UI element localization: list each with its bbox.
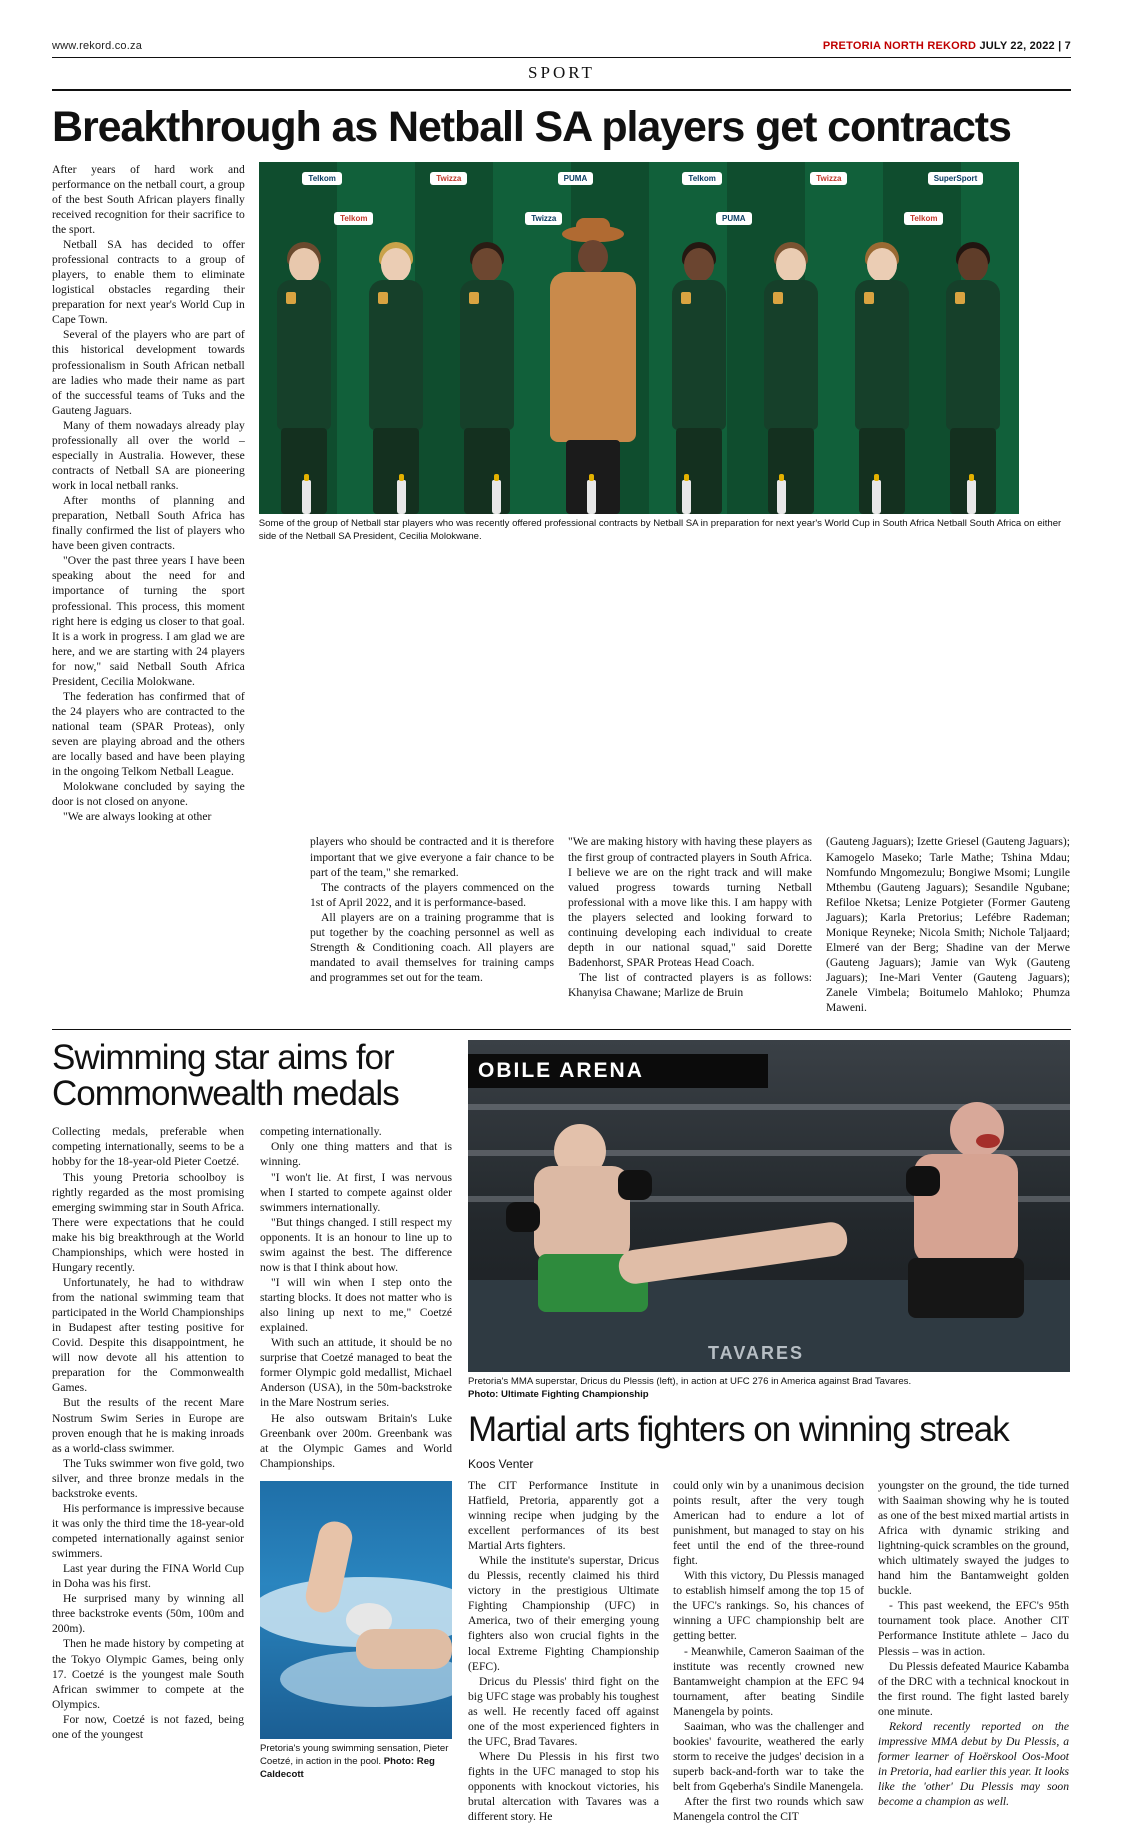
arena-banner: OBILE ARENA: [468, 1054, 768, 1088]
paragraph: "We are making history with having these players as the first group of contracted players in South Africa. I believe we are on the right track and will make valued progress towards turning Netball professional with a move like this. I am happy with the players selected and looking forward to continuing developing each individual to create depth in our national squad," said Dorette Badenhorst, SPAR Proteas Head Coach.: [568, 835, 812, 969]
lead-headline: Breakthrough as Netball SA players get contracts: [52, 103, 1011, 151]
paragraph: After years of hard work and performance on the netball court, a group of the best South African players finally received recognition for their sacrifice to the sport.: [52, 162, 245, 236]
paragraph: "I won't lie. At first, I was nervous when I started to compete against older swimmers internationally.: [260, 1170, 452, 1214]
paragraph: - This past weekend, the EFC's 95th tournament took place. Another CIT Performance Institute athlete – Jaco du Plessis – was in action.: [878, 1599, 1069, 1658]
paragraph: After the first two rounds which saw Manengela control the CIT: [673, 1795, 864, 1824]
paragraph: Unfortunately, he had to withdraw from the national swimming team that participated in the World Championships in Budapest after testing positive for Covid. Despite this disappointment, he will now devote all his attention to preparation for the Commonwealth Games.: [52, 1275, 244, 1395]
paragraph: With such an attitude, it should be no surprise that Coetzé managed to beat the former Olympic gold medallist, Michael Anderson (USA), in the 50m-backstroke in the Mare Nostrum series.: [260, 1336, 452, 1410]
paragraph: While the institute's superstar, Dricus du Plessis, recently claimed his third victory in the prestigious Ultimate Fighting Championship (UFC) in America, two of their emerging young fighters also won crucial fights in the local Extreme Fighting Championship (EFC).: [468, 1554, 659, 1673]
mma-column-1: [468, 1478, 659, 1824]
caption-text: Pretoria's MMA superstar, Dricus du Plessis (left), in action at UFC 276 in America against Brad Tavares.: [468, 1376, 912, 1388]
paragraph: The Tuks swimmer won five gold, two silver, and three bronze medals in the backstroke events.: [52, 1456, 244, 1500]
swimming-photo: [260, 1481, 452, 1739]
paragraph: Only one thing matters and that is winning.: [260, 1140, 452, 1169]
swimming-columns: [52, 1124, 452, 1781]
mma-headline: Martial arts fighters on winning streak: [468, 1410, 1009, 1450]
paragraph: He surprised many by winning all three backstroke events (50m, 100m and 200m).: [52, 1592, 244, 1636]
caption-text: Pretoria's young swimming sensation, Pieter Coetzé, in action in the pool.: [260, 1742, 449, 1767]
paragraph: Saaiman, who was the challenger and bookies' favourite, weathered the early storm to receive the judges' decision in a superb back-and-forth war to take the belt from Gqeberha's Sindile Manengela.: [673, 1719, 864, 1794]
masthead-right: [823, 40, 1071, 52]
mma-column-3: [878, 1478, 1069, 1824]
section-rule: [52, 89, 1071, 91]
paragraph: Netball SA has decided to offer professional contracts to a group of players, to enable them to eliminate logistical obstacles regarding their preparation for next year's World Cup in Cape Town.: [52, 238, 245, 327]
paragraph: His performance is impressive because it was only the third time the 18-year-old competed internationally against senior swimmers.: [52, 1501, 244, 1561]
byline: Koos Venter: [468, 1456, 534, 1471]
mma-photo-caption: [468, 1376, 1070, 1402]
paragraph: Many of them nowadays already play professionally all over the world – especially in Australia. However, these contracts of Netball SA are pioneering work in local netball ranks.: [52, 418, 245, 493]
photo-credit: Photo: Reg Caldecott: [260, 1755, 435, 1780]
paragraph: Where Du Plessis in his first two fights in the UFC managed to stop his opponents with knockout victories, his brutal altercation with Tavares was a different story. He: [468, 1749, 659, 1824]
sponsor-logo: Twizza: [525, 212, 562, 225]
lead-photo-block: [259, 162, 1071, 825]
publication-name: PRETORIA NORTH REKORD: [822, 40, 977, 52]
page-number: 7: [1064, 40, 1071, 52]
sponsor-logo: SuperSport: [928, 172, 984, 185]
mma-column-2: [673, 1478, 864, 1824]
masthead: [52, 40, 1071, 52]
mma-fight-photo: [468, 1040, 1070, 1372]
paragraph: "Over the past three years I have been speaking about the need for and importance of turning the sport professional. This process, this moment right here is edging us closer to that goal. It is a work in progress. I am glad we are here, and we are starting with 24 players for now," said Netball South Africa President, Cecilia Molokwane.: [52, 554, 245, 688]
water-bottles: [259, 460, 1019, 514]
paragraph: After months of planning and preparation, Netball South Africa has finally confirmed the list of players who have been given contracts.: [52, 494, 245, 553]
paragraph: Then he made history by competing at the Tokyo Olympic Games, being only 17. Coetzé is the youngest male South African swimmer to compete at the Olympics.: [52, 1637, 244, 1711]
paragraph: He also outswam Britain's Luke Greenbank over 200m. Greenbank was at the Olympic Games and World Championships.: [260, 1411, 452, 1470]
section-divider: [52, 1029, 1071, 1030]
lead-column-4: [826, 834, 1070, 1015]
paragraph: The contracts of the players commenced on the 1st of April 2022, and it is performance-based.: [310, 880, 554, 909]
paragraph: But the results of the recent Mare Nostrum Swim Series in Europe are proven enough that he is making inroads as a world-class swimmer.: [52, 1396, 244, 1455]
paragraph: "But things changed. I still respect my opponents. It is an honour to line up to swim against the best. The difference now is that I think about how.: [260, 1215, 452, 1274]
lead-column-3: [568, 834, 812, 1015]
paragraph: players who should be contracted and it is therefore important that we give everyone a fair chance to be part of the team," she remarked.: [310, 835, 554, 879]
paragraph: Collecting medals, preferable when competing internationally, seems to be a hobby for the 18-year-old Pieter Coetzé.: [52, 1125, 244, 1169]
paragraph: Molokwane concluded by saying the door is not closed on anyone.: [52, 780, 245, 809]
paragraph: - Meanwhile, Cameron Saaiman of the institute was recently crowned new Bantamweight champion at the EFC 94 tournament, after beating Sindile Manengela by points.: [673, 1644, 864, 1718]
sponsor-logo: Telkom: [904, 212, 943, 225]
mma-columns: [468, 1478, 1070, 1824]
sponsor-logo: Telkom: [334, 212, 373, 225]
lower-section: [52, 1040, 1071, 1824]
mma-article: [468, 1040, 1070, 1824]
sponsor-logo: Twizza: [810, 172, 847, 185]
masthead-separator: |: [1058, 40, 1062, 52]
paragraph: "I will win when I step onto the starting blocks. It does not matter who is also lining up next to me," Coetzé explained.: [260, 1275, 452, 1335]
paragraph: (Gauteng Jaguars); Izette Griesel (Gauteng Jaguars); Kamogelo Maseko; Tarle Mathe; Tshina Mdau; Nomfundo Mngomezulu; Bongiwe Msomi; Lungile Mthembu (Gauteng Jaguars); Sesandile Ngubane; Refiloe Nketsa; Lenize Potgieter (Former Gauteng Jaguars); Karla Pretorius; Lefébre Rademan; Monique Reyneke; Nicola Smith; Nichole Taljaard; Elmeré van der Berg; Shadine van der Merwe (Gauteng Jaguars); Jamie van Wyk (Gauteng Jaguars); Ine-Mari Venter (Gauteng Jaguars); Zanele Vimbela; Boitumelo Mahloko; Phumza Maweni.: [826, 835, 1070, 1015]
lead-article-continued: [52, 834, 1071, 1015]
website-url[interactable]: www.rekord.co.za: [52, 40, 143, 52]
sponsor-logo: Telkom: [302, 172, 341, 185]
paragraph: competing internationally.: [260, 1125, 382, 1139]
paragraph: The federation has confirmed that of the 24 players who are contracted to the national team (SPAR Proteas), only seven are playing abroad and the others are locally based and have been playing in the ongoing Telkom Netball League.: [52, 689, 245, 779]
netball-team-photo: [259, 162, 1019, 514]
paragraph: Several of the players who are part of this historical development towards professionalism in South African netball are ladies who made their name as part of the successful teams of Tuks and the Gauteng Jaguars.: [52, 328, 245, 417]
paragraph: The CIT Performance Institute in Hatfield, Pretoria, apparently got a winning recipe when judging by the excellent performances of its best Martial Arts fighters.: [468, 1478, 659, 1553]
lead-photo-caption: Some of the group of Netball star players who was recently offered professional contracts by Netball SA in preparation for next year's World Cup in South Africa Netball South Africa on either side of the Netball SA President, Cecilia Molokwane.: [258, 517, 1062, 542]
paragraph: Du Plessis defeated Maurice Kabamba of the DRC with a technical knockout in the first round. The fight lasted barely one minute.: [878, 1659, 1069, 1718]
swimming-article: [52, 1040, 452, 1824]
paragraph: could only win by a unanimous decision points result, after the very tough American had to endure a lot of punishment, but managed to stay on his feet until the end of the three-round fight.: [673, 1478, 864, 1568]
paragraph: The list of contracted players is as follows: Khanyisa Chawane; Marlize de Bruin: [568, 971, 812, 1000]
fighter-tavares: [874, 1092, 1044, 1332]
sponsor-logo: Twizza: [430, 172, 467, 185]
fighter-du-plessis: [498, 1106, 678, 1336]
paragraph: For now, Coetzé is not fazed, being one of the youngest: [52, 1712, 244, 1741]
paragraph: Rekord recently reported on the impressive MMA debut by Du Plessis, a former learner of Hoërskool Oos-Moot in Pretoria, had earlier this year. It looks like the 'other' Du Plessis may soon become a champion as well.: [878, 1719, 1069, 1809]
lead-column-1: [52, 162, 245, 825]
swimming-column-2: [260, 1124, 452, 1781]
swimming-headline: Swimming star aims for Commonwealth medals: [52, 1038, 399, 1114]
swimming-photo-caption: [260, 1743, 452, 1782]
paragraph: This young Pretoria schoolboy is rightly regarded as the most promising emerging swimming star in South Africa. There were expectations that he could make his big breakthrough at the World Championships, which were hosted in Hungary recently.: [52, 1170, 244, 1274]
paragraph: All players are on a training programme that is put together by the coaching personnel as well as Strength & Conditioning coach. All players are mandated to avail themselves for training camps and programmes set out for the team.: [310, 910, 554, 985]
sponsor-logo: PUMA: [716, 212, 752, 225]
paragraph: Dricus du Plessis' third fight on the big UFC stage was probably his toughest as well. He recently faced off against one of the most experienced fighters in the UFC, Brad Tavares.: [468, 1674, 659, 1748]
sponsor-logo-row-1: [259, 166, 1019, 192]
issue-date: JULY 22, 2022: [979, 40, 1055, 52]
sponsor-logo: Telkom: [682, 172, 721, 185]
paragraph: With this victory, Du Plessis managed to establish himself among the top 15 of the UFC's rankings. So, his chances of winning a UFC championship belt are getting better.: [673, 1569, 864, 1643]
swimming-column-1: [52, 1124, 244, 1781]
photo-credit: Photo: Ultimate Fighting Championship: [468, 1389, 649, 1401]
paragraph: "We are always looking at other: [63, 810, 212, 824]
sponsor-logo: PUMA: [558, 172, 594, 185]
paragraph: Last year during the FINA World Cup in Doha was his first.: [52, 1562, 244, 1591]
lead-column-2: [310, 834, 554, 1015]
mma-watermark: TAVARES: [708, 1343, 805, 1364]
section-title: SPORT: [528, 63, 595, 82]
lead-article-top: [52, 162, 1071, 825]
paragraph: youngster on the ground, the tide turned with Saaiman showing why he is touted as one of the best mixed martial artists in Africa with dynamic striking and lightning-quick scrambles on the ground, which ultimately swayed the judges to hand him the Bantamweight golden buckle.: [878, 1478, 1069, 1598]
